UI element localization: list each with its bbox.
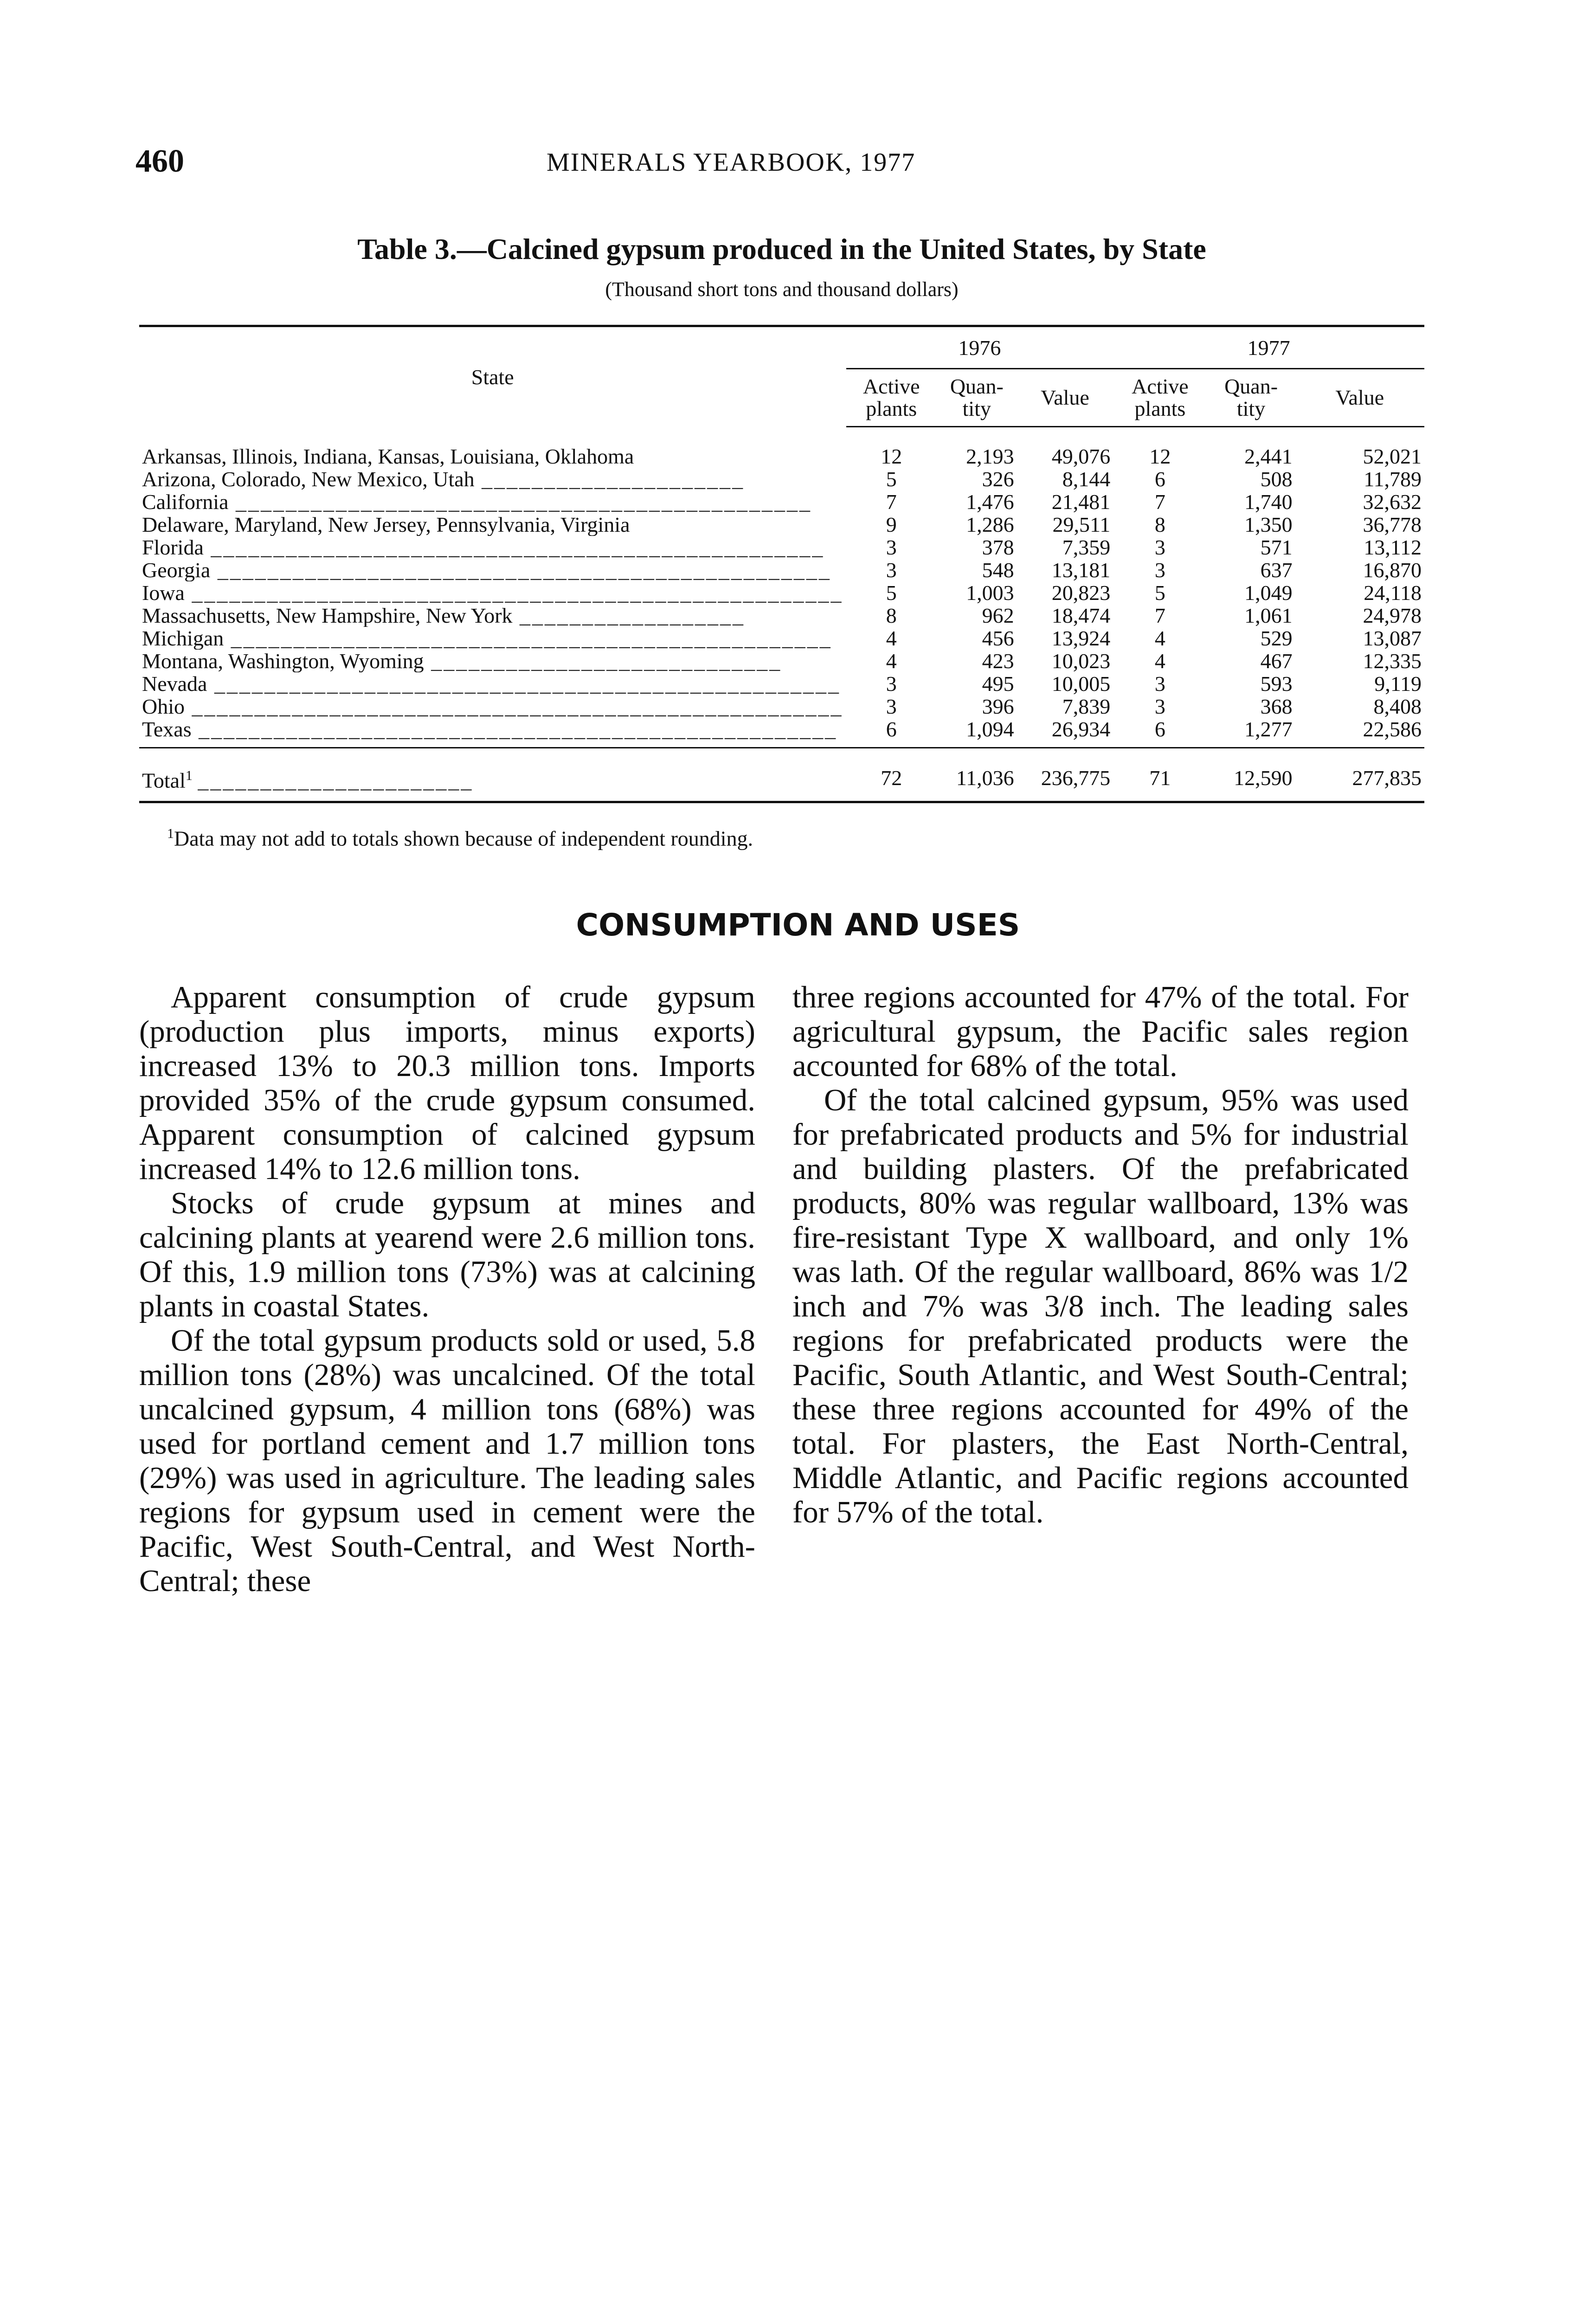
plants-1976: 6 — [846, 718, 937, 748]
state-column-header: State — [139, 326, 846, 427]
year-1977-header: 1977 — [1113, 326, 1424, 369]
total-plants-1976: 72 — [846, 748, 937, 802]
table-row: Michigan ________________________________________________ 4 456 13,924 4 529 13,087 — [139, 627, 1424, 650]
plants-1976: 4 — [886, 649, 897, 673]
quantity-1977: 508 — [1260, 467, 1293, 491]
plants-1976: 3 — [886, 672, 897, 696]
section-heading: CONSUMPTION AND USES — [576, 907, 1020, 943]
table-row: Massachusetts, New Hampshire, New York __________________ 8 962 18,474 7 1,061 24,978 — [139, 604, 1424, 627]
table-row: Iowa ____________________________________________________ 5 1,003 20,823 5 1,049 24,118 — [139, 581, 1424, 604]
value-1977: 13,112 — [1364, 535, 1422, 559]
value-1977: 24,118 — [1364, 581, 1422, 605]
value-1977: 52,021 — [1363, 445, 1422, 468]
value-1977: 13,087 — [1363, 626, 1422, 650]
text-column-left — [139, 980, 755, 1598]
state-name: Montana, Washington, Wyoming — [142, 650, 424, 672]
plants-1977: 6 — [1113, 718, 1207, 748]
table-row: Ohio ____________________________________________________ 3 396 7,839 3 368 8,408 — [139, 695, 1424, 718]
value-1977: 11,789 — [1364, 467, 1422, 491]
plants-1977: 12 — [1149, 445, 1171, 468]
table-subtitle: (Thousand short tons and thousand dollars) — [605, 278, 959, 301]
value-1976: 29,511 — [1052, 513, 1111, 536]
quantity-1977: 368 — [1260, 695, 1293, 718]
quantity-1976: 2,193 — [966, 445, 1014, 468]
plants-1977: 5 — [1154, 581, 1165, 605]
plants-1976: 8 — [886, 604, 897, 627]
value-1976: 10,023 — [1051, 649, 1111, 673]
value-1977: 12,335 — [1363, 649, 1422, 673]
value-1977: 32,632 — [1363, 490, 1422, 514]
value-1976: 13,181 — [1051, 558, 1111, 582]
table-footnote: $^1$Data may not add to totals shown because of independent rounding. — [167, 826, 753, 851]
quantity-1977: 2,441 — [1244, 445, 1293, 468]
plants-1976: 4 — [886, 626, 897, 650]
page-number: 460 — [135, 143, 184, 179]
table-row: Arizona, Colorado, New Mexico, Utah _____________________ 5 326 8,144 6 508 11,789 — [139, 468, 1424, 490]
year-1976-header: 1976 — [846, 326, 1113, 369]
plants-1977: 4 — [1154, 649, 1165, 673]
paragraph: Stocks of crude gypsum at mines and calcining plants at yearend were 2.6 million tons. Of this, 1.9 million tons (73%) was at calcining plants in coastal States. — [139, 1186, 755, 1323]
quantity-1976: 495 — [982, 672, 1014, 696]
table-row: Florida _________________________________________________ 3 378 7,359 3 571 13,112 — [139, 536, 1424, 559]
paragraph: Apparent consumption of crude gypsum (production plus imports, minus exports) increased 13% to 20.3 million tons. Imports provided 35% of the crude gypsum consumed. Apparent consumption of calcined gypsum increased 14% to 12.6 million tons. — [139, 980, 755, 1186]
plants-1976: 3 — [886, 535, 897, 559]
plants-1976: 9 — [886, 513, 897, 536]
quantity-1976: 548 — [982, 558, 1014, 582]
state-name: California — [142, 490, 229, 513]
total-label: Total — [142, 768, 186, 793]
table-title: Table 3.—Calcined gypsum produced in the United States, by State — [357, 232, 1206, 265]
plants-1977: 3 — [1154, 535, 1165, 559]
table-row — [139, 513, 1424, 536]
total-quantity-1976: 11,036 — [937, 748, 1017, 802]
quantity-1976: 396 — [982, 695, 1014, 718]
state-name: Georgia — [142, 559, 211, 581]
value-1976: 49,076 — [1051, 445, 1111, 468]
running-title: MINERALS YEARBOOK, 1977 — [547, 148, 916, 177]
active-plants-header-1976: Active plants — [846, 369, 937, 427]
quantity-1977: 467 — [1260, 649, 1293, 673]
quantity-1976: 1,094 — [937, 718, 1017, 748]
value-header-1976: Value — [1017, 369, 1113, 427]
value-1977: 36,778 — [1363, 513, 1422, 536]
quantity-1976: 1,286 — [966, 513, 1014, 536]
quantity-1976: 1,003 — [966, 581, 1014, 605]
state-name: Florida — [142, 536, 204, 559]
plants-1976: 7 — [886, 490, 897, 514]
state-name: Arizona, Colorado, New Mexico, Utah — [142, 468, 475, 490]
value-1976: 18,474 — [1051, 604, 1111, 627]
table-row: Texas ___________________________________________________ 6 1,094 26,934 6 1,277 22,586 — [139, 718, 1424, 748]
state-name: Massachusetts, New Hampshire, New York — [142, 604, 513, 627]
plants-1976: 3 — [886, 558, 897, 582]
value-header-1977: Value — [1295, 369, 1424, 427]
plants-1977: 3 — [1154, 672, 1165, 696]
value-1977: 16,870 — [1363, 558, 1422, 582]
paragraph: three regions accounted for 47% of the total. For agricultural gypsum, the Pacific sales region accounted for 68% of the total. — [792, 980, 1409, 1083]
state-name: Iowa — [142, 581, 185, 604]
value-1977: 22,586 — [1295, 718, 1424, 748]
value-1976: 8,144 — [1062, 467, 1111, 491]
quantity-1976: 456 — [982, 626, 1014, 650]
table-row: Montana, Washington, Wyoming ____________________________ 4 423 10,023 4 467 12,335 — [139, 650, 1424, 672]
value-1977: 24,978 — [1363, 604, 1422, 627]
active-plants-header-1977: Active plants — [1113, 369, 1207, 427]
quantity-1977: 593 — [1260, 672, 1293, 696]
plants-1976: 12 — [881, 445, 902, 468]
value-1976: 10,005 — [1051, 672, 1111, 696]
plants-1977: 6 — [1154, 467, 1165, 491]
text-column-right — [792, 980, 1409, 1529]
quantity-1977: 637 — [1260, 558, 1293, 582]
quantity-1977: 1,049 — [1244, 581, 1293, 605]
total-quantity-1977: 12,590 — [1207, 748, 1295, 802]
paragraph: Of the total gypsum products sold or used, 5.8 million tons (28%) was uncalcined. Of the total uncalcined gypsum, 4 million tons (68%) was used for portland cement and 1.7 million tons (29%) was used in agriculture. The leading sales regions for gypsum used in cement were the Pacific, West South-Central, and West North-Central; these — [139, 1323, 755, 1598]
quantity-1977: 529 — [1260, 626, 1293, 650]
paragraph: Of the total calcined gypsum, 95% was used for prefabricated products and 5% for industrial and building plasters. Of the prefabricated products, 80% was regular wallboard, 13% was fire-resistant Type X wallboard, and only 1% was lath. Of the regular wallboard, 86% was 1/2 inch and 7% was 3/8 inch. The leading sales regions for prefabricated products were the Pacific, South Atlantic, and West South-Central; these three regions accounted for 49% of the total. For plasters, the East North-Central, Middle Atlantic, and Pacific regions accounted for 57% of the total. — [792, 1083, 1409, 1529]
total-plants-1977: 71 — [1113, 748, 1207, 802]
plants-1976: 5 — [886, 581, 897, 605]
total-value-1976: 236,775 — [1017, 748, 1113, 802]
quantity-header-1977: Quan- tity — [1207, 369, 1295, 427]
quantity-1976: 962 — [982, 604, 1014, 627]
total-value-1977: 277,835 — [1295, 748, 1424, 802]
value-1976: 26,934 — [1017, 718, 1113, 748]
table-row: California ______________________________________________ 7 1,476 21,481 7 1,740 32,632 — [139, 490, 1424, 513]
plants-1977: 7 — [1154, 490, 1165, 514]
plants-1976: 3 — [886, 695, 897, 718]
quantity-1976: 378 — [982, 535, 1014, 559]
state-name: Texas — [142, 718, 192, 741]
total-footnote-mark: 1 — [185, 768, 193, 783]
state-name: Ohio — [142, 695, 185, 718]
quantity-1977: 571 — [1260, 535, 1293, 559]
value-1976: 20,823 — [1051, 581, 1111, 605]
value-1977: 9,119 — [1374, 672, 1422, 696]
table-row: Nevada __________________________________________________ 3 495 10,005 3 593 9,119 — [139, 672, 1424, 695]
plants-1977: 3 — [1154, 558, 1165, 582]
quantity-1977: 1,740 — [1244, 490, 1293, 514]
plants-1977: 7 — [1154, 604, 1165, 627]
state-name: Michigan — [142, 627, 224, 650]
plants-1977: 8 — [1154, 513, 1165, 536]
quantity-1977: 1,350 — [1244, 513, 1293, 536]
gypsum-table — [139, 325, 1424, 803]
table-row — [139, 445, 1424, 468]
quantity-1976: 1,476 — [966, 490, 1014, 514]
total-row: Total$^1$ ______________________ 72 11,036 236,775 71 12,590 277,835 — [139, 748, 1424, 802]
state-name: Arkansas, Illinois, Indiana, Kansas, Louisiana, Oklahoma — [142, 445, 634, 468]
quantity-1977: 1,277 — [1207, 718, 1295, 748]
plants-1977: 4 — [1154, 626, 1165, 650]
value-1976: 7,359 — [1062, 535, 1111, 559]
quantity-1976: 326 — [982, 467, 1014, 491]
quantity-header-1976: Quan- tity — [937, 369, 1017, 427]
value-1976: 13,924 — [1051, 626, 1111, 650]
plants-1977: 3 — [1154, 695, 1165, 718]
plants-1976: 5 — [886, 467, 897, 491]
value-1976: 21,481 — [1051, 490, 1111, 514]
value-1976: 7,839 — [1062, 695, 1111, 718]
state-name: Nevada — [142, 672, 207, 695]
value-1977: 8,408 — [1373, 695, 1422, 718]
quantity-1977: 1,061 — [1244, 604, 1293, 627]
table-row: Georgia _________________________________________________ 3 548 13,181 3 637 16,870 — [139, 559, 1424, 581]
state-name: Delaware, Maryland, New Jersey, Pennsylvania, Virginia — [142, 513, 630, 536]
quantity-1976: 423 — [982, 649, 1014, 673]
